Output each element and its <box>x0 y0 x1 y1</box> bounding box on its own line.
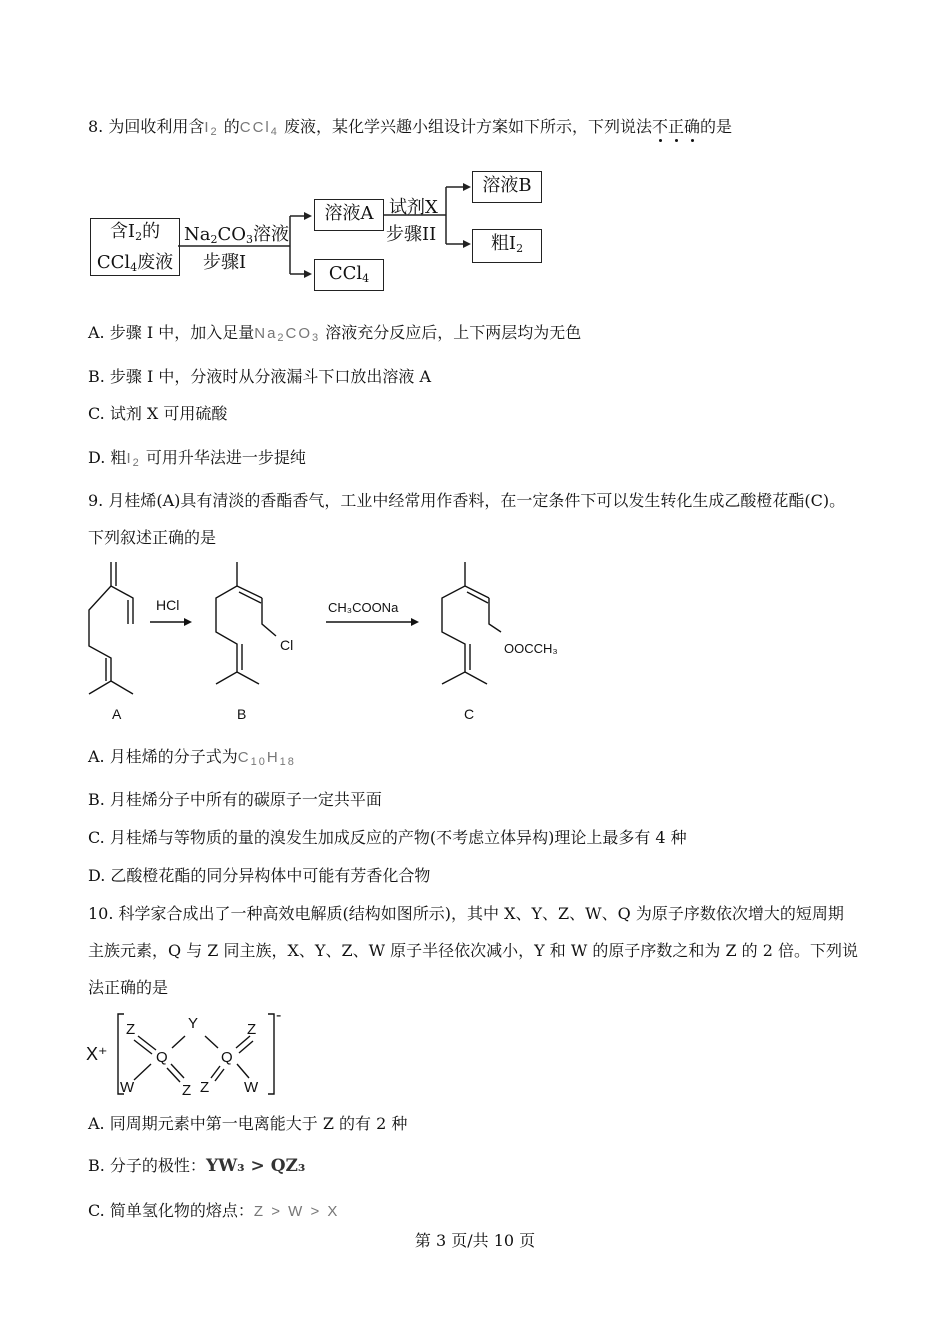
solution-b-box: 溶液B <box>472 171 542 203</box>
reagent-x-label: 试剂X <box>389 197 438 218</box>
q9-option-d: D. 乙酸橙花酯的同分异构体中可能有芳香化合物 <box>88 866 431 885</box>
q9-reaction-scheme <box>0 550 950 730</box>
atom-z4: Z <box>200 1079 210 1096</box>
crude-i2-box: 粗$I_2$ <box>472 229 542 263</box>
step1-label: 步骤I <box>203 252 247 273</box>
q10-option-a: A. 同周期元素中第一电离能大于 Z 的有 2 种 <box>88 1114 408 1133</box>
q8-option-c: C. 试剂 X 可用硫酸 <box>88 404 228 423</box>
ccl4-box: CCl$_4$ <box>314 259 384 291</box>
i2-formula: $I_2$ <box>204 119 219 138</box>
atom-y: Y <box>188 1015 199 1032</box>
chlorine-label: Cl <box>280 637 294 653</box>
atom-z3: Z <box>182 1082 192 1099</box>
ccl4-formula: CCl$_4$ <box>239 119 279 138</box>
q9-option-a: A. 月桂烯的分子式为$C_{10}H_{18}$ <box>88 747 296 768</box>
label-a: A <box>112 706 122 722</box>
atom-z1: Z <box>126 1021 136 1038</box>
q10-stem-line1: 10. 科学家合成出了一种高效电解质(结构如图所示)，其中 X、Y、Z、W、Q 为原子序数依次增大的短周期 <box>88 904 844 923</box>
start-box: 含$I_2$的 CCl$_4$废液 <box>90 218 180 276</box>
q10-option-c: C. 简单氢化物的熔点：Z > W > X <box>88 1201 340 1220</box>
q10-option-b: B. 分子的极性：YW₃ > QZ₃ <box>88 1156 306 1176</box>
q10-stem-line2: 主族元素，Q 与 Z 同主族，X、Y、Z、W 原子半径依次减小，Y 和 W 的原子序数之和为 Z 的 2 倍。下列说 <box>88 941 859 960</box>
q9-option-b: B. 月桂烯分子中所有的碳原子一定共平面 <box>88 790 382 809</box>
atom-w2: W <box>244 1079 259 1096</box>
q9-stem-line2: 下列叙述正确的是 <box>88 528 217 547</box>
solution-a-box: 溶液A <box>314 199 384 231</box>
q10-structure <box>84 1008 304 1100</box>
dotted-char: 正 <box>668 117 685 136</box>
flow-arrows <box>0 0 950 320</box>
q8-option-b: B. 步骤 I 中，分液时从分液漏斗下口放出溶液 A <box>88 367 432 386</box>
ester-label: OOCCH₃ <box>504 641 558 656</box>
atom-z2: Z <box>247 1021 257 1038</box>
atom-w1: W <box>120 1079 135 1096</box>
reagent-ch3coona: CH₃COONa <box>328 600 399 615</box>
atom-q1: Q <box>156 1049 168 1066</box>
atom-q2: Q <box>221 1049 233 1066</box>
reagent-hcl: HCl <box>156 597 180 613</box>
q9-stem-line1: 9. 月桂烯(A)具有清淡的香酯香气，工业中经常用作香料，在一定条件下可以发生转化生成乙酸橙花酯(C)。 <box>88 491 846 510</box>
step2-label: 步骤II <box>386 224 437 245</box>
page-footer: 第 3 页/共 10 页 <box>414 1231 536 1250</box>
label-b: B <box>237 706 247 722</box>
dotted-char: 不 <box>652 117 669 136</box>
q10-stem-line3: 法正确的是 <box>88 978 169 997</box>
label-c: C <box>464 706 475 722</box>
charge-label: - <box>276 1008 282 1024</box>
q8-stem: 8. 为回收利用含$I_2$ 的CCl$_4$ 废液，某化学兴趣小组设计方案如下所示，下列说法不正确的是 <box>88 117 733 138</box>
q9-option-c: C. 月桂烯与等物质的量的溴发生加成反应的产物(不考虑立体异构)理论上最多有 4 种 <box>88 828 687 847</box>
cation-x: X⁺ <box>86 1044 108 1064</box>
q8-option-d: D. 粗$I_2$ 可用升华法进一步提纯 <box>88 448 306 469</box>
q8-option-a: A. 步骤 I 中，加入足量$Na_2CO_3$ 溶液充分反应后，上下两层均为无色 <box>88 323 582 344</box>
dotted-char: 确 <box>684 117 701 136</box>
reagent1-label: $Na_2CO_3$溶液 <box>184 224 290 246</box>
